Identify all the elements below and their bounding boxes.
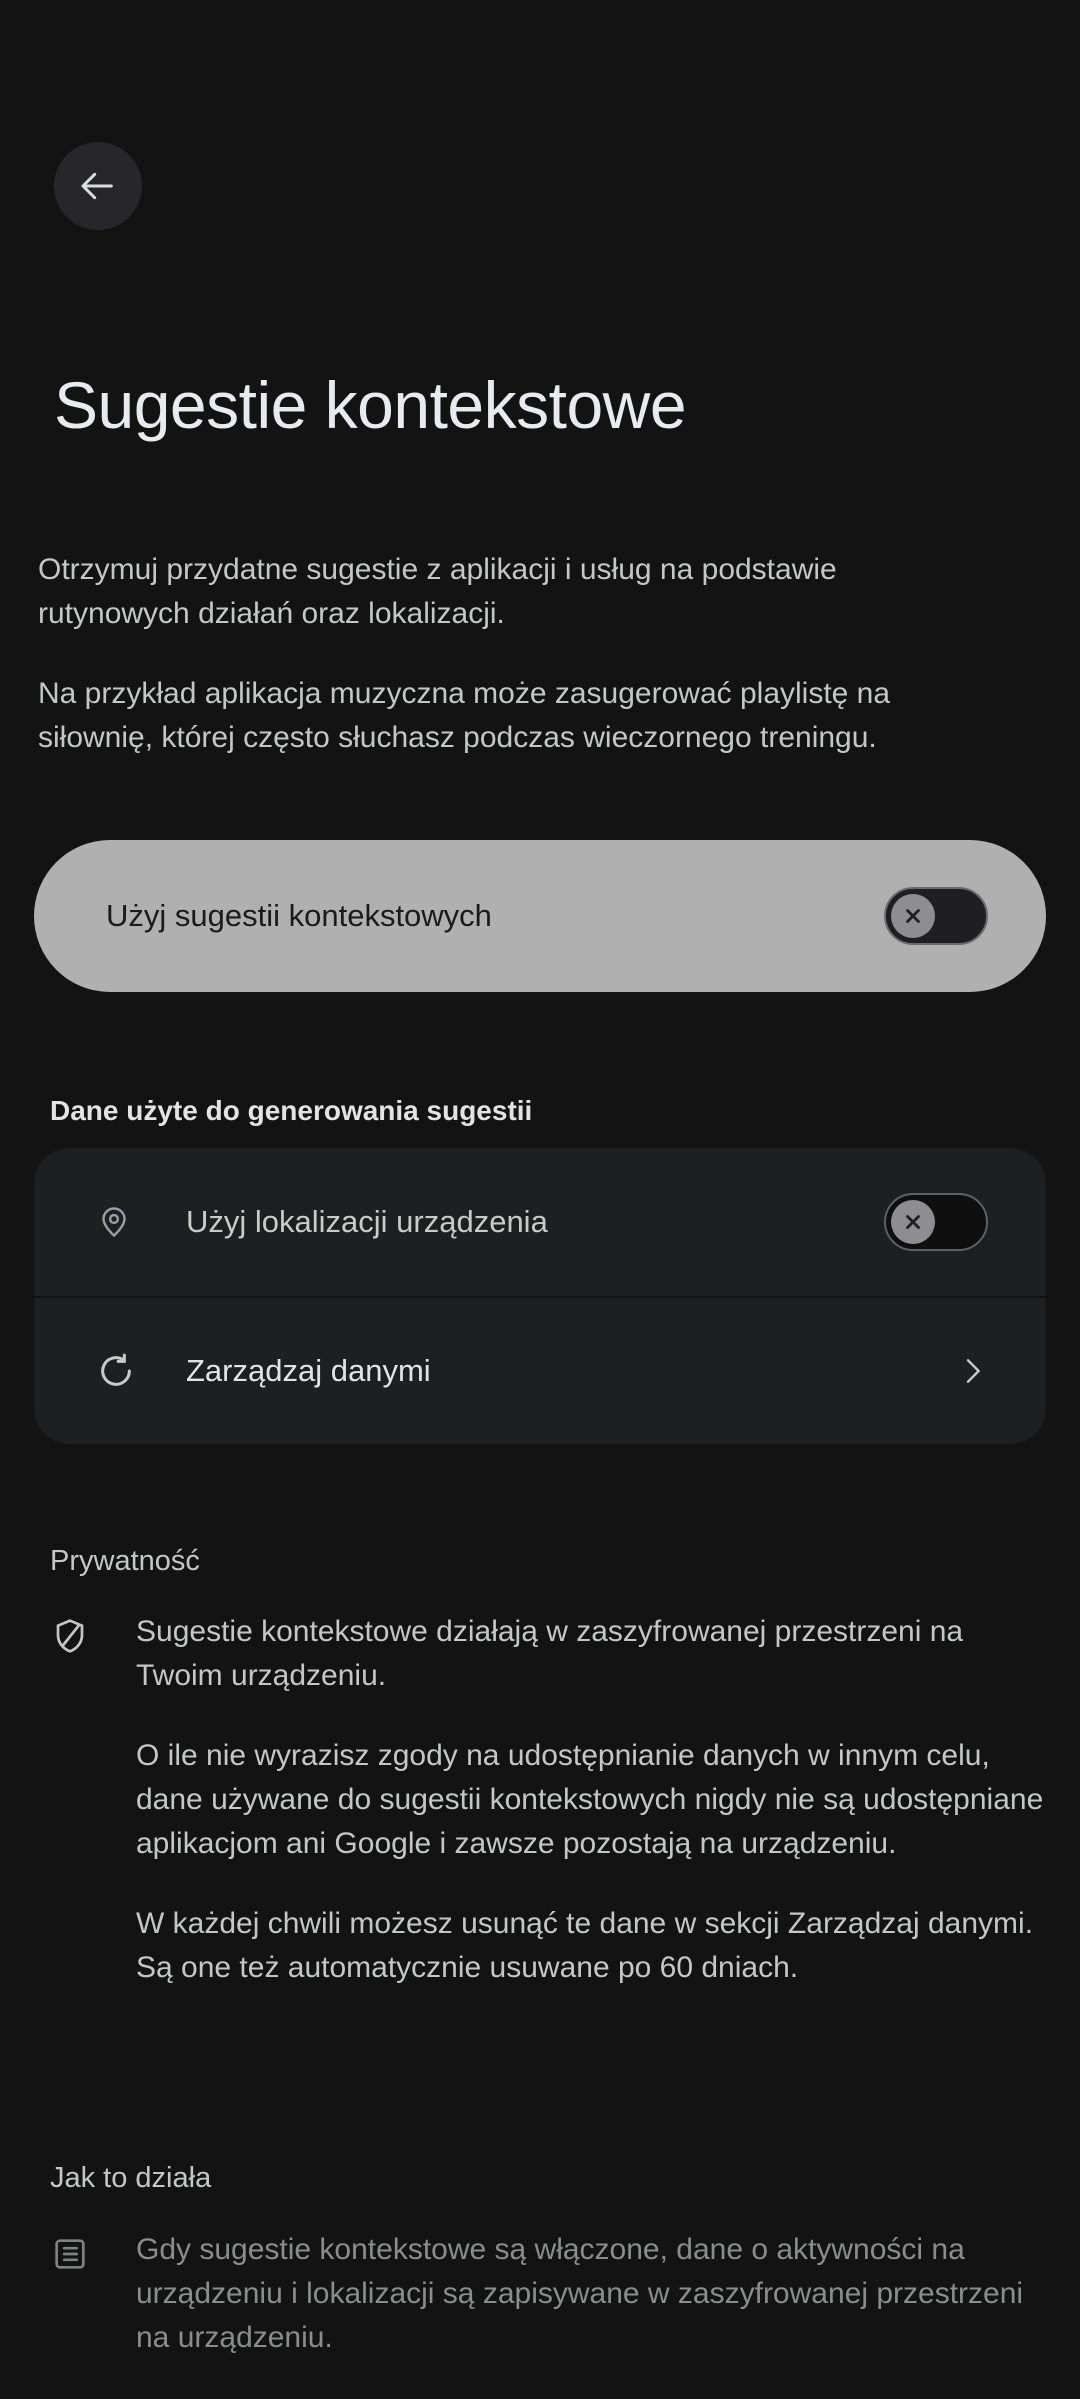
how-it-works-text [136,2228,1046,2360]
data-section-header: Dane użyte do generowania sugestii [50,1095,533,1126]
chevron-right-icon [956,1355,988,1387]
refresh-circle-icon [96,1351,158,1391]
list-document-icon [50,2228,136,2360]
privacy-paragraph-1: Sugestie kontekstowe działają w zaszyfrowanej przestrzeni na Twoim urządzeniu. [136,1615,964,1692]
use-device-location-row[interactable] [34,1148,1046,1296]
intro-paragraph-2: Na przykład aplikacja muzyczna może zasugerować playlistę na siłownię, której często słuchasz podczas wieczornego treningu. [38,677,891,754]
contextual-suggestions-label: Użyj sugestii kontekstowych [106,898,492,933]
back-button[interactable] [54,142,142,230]
privacy-title: Prywatność [50,1545,200,1577]
privacy-block [50,1610,1046,1990]
how-it-works-title: Jak to działa [50,2162,212,2194]
arrow-left-icon [78,166,118,206]
contextual-suggestions-switch[interactable] [884,887,988,945]
close-x-icon [902,905,924,927]
data-section-card [34,1148,1046,1444]
how-it-works-paragraph-1: Gdy sugestie kontekstowe są włączone, dane o aktywności na urządzeniu i lokalizacji są zapisywane w zaszyfrowanej przestrzeni na urządzeniu. [136,2233,1024,2354]
manage-data-label: Zarządzaj danymi [186,1353,431,1388]
location-pin-icon [96,1204,158,1240]
close-x-icon [902,1211,924,1233]
contextual-suggestions-toggle-row[interactable] [34,840,1046,992]
manage-data-row[interactable] [34,1296,1046,1444]
intro-text [38,548,1038,760]
privacy-paragraph-3: W każdej chwili możesz usunąć te dane w sekcji Zarządzaj danymi. Są one też automatycznie usuwane po 60 dniach. [136,1907,1034,1984]
use-device-location-label: Użyj lokalizacji urządzenia [186,1204,548,1239]
privacy-paragraph-2: O ile nie wyrazisz zgody na udostępnianie danych w innym celu, dane używane do sugestii kontekstowych nigdy nie są udostępniane aplikacjom ani Google i zawsze pozostają na urządzeniu. [136,1739,1044,1860]
intro-paragraph-1: Otrzymuj przydatne sugestie z aplikacji i usług na podstawie rutynowych działań oraz lokalizacji. [38,553,837,630]
switch-knob [891,894,935,938]
how-it-works-block [50,2228,1046,2360]
page-title: Sugestie kontekstowe [54,368,687,442]
switch-knob [891,1200,935,1244]
privacy-text [136,1610,1046,1990]
shield-icon [50,1610,136,1990]
use-device-location-switch[interactable] [884,1193,988,1251]
